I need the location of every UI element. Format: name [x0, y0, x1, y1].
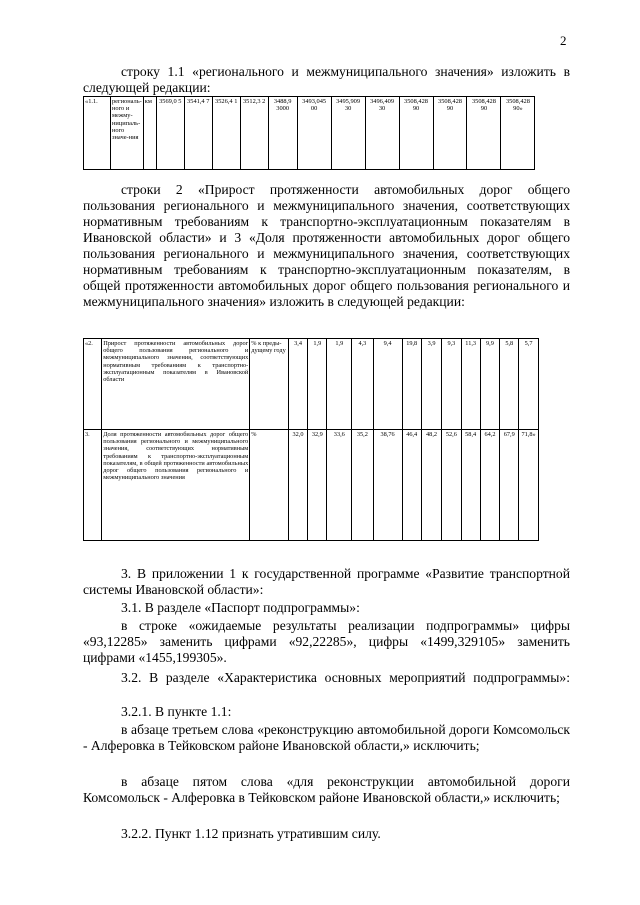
- paragraph-appendix-1: 3. В приложении 1 к государственной программе «Развитие транспортной системы Ивановской области»:: [83, 566, 570, 597]
- value-cell: 5,7: [519, 339, 538, 430]
- paragraph-abzac-5: в абзаце пятом слова «для реконструкции автомобильной дороги Комсомольск - Алферовка в Тейковском районе Ивановской области,» исключить;: [83, 774, 570, 805]
- value-cell: 19,8: [402, 339, 421, 430]
- value-cell: 67,9: [500, 430, 519, 541]
- value-cell: 3,9: [421, 339, 441, 430]
- value-cell: 3508,428 90: [399, 97, 433, 170]
- row-name: Прирост протяженности автомобильных дорог общего пользования регионального и межмуниципального значения, соответствующих нормативным требованиям к транспортно-эксплуатационным показателям в Ивановской области: [102, 339, 250, 430]
- paragraph-row-1-1-intro: строку 1.1 «регионального и межмуниципального значения» изложить в следующей редакции:: [83, 64, 570, 95]
- value-cell: 3526,4 1: [212, 97, 240, 170]
- value-cell: 1,9: [308, 339, 327, 430]
- value-cell: 48,2: [421, 430, 441, 541]
- value-cell: 3496,409 30: [365, 97, 399, 170]
- value-cell: 3512,3 2: [240, 97, 268, 170]
- paragraph-expected-results: в строке «ожидаемые результаты реализации подпрограммы» цифры «93,12285» заменить цифрами «92,22285», цифры «1499,329105» заменить цифрами «1455,199305».: [83, 618, 570, 665]
- paragraph-abzac-3: в абзаце третьем слова «реконструкцию автомобильной дороги Комсомольск - Алферовка в Тейковском районе Ивановской области,» исключить;: [83, 722, 570, 753]
- value-cell: 9,9: [480, 339, 499, 430]
- row-number: «2.: [84, 339, 102, 430]
- table-row-1-1: [83, 96, 570, 170]
- value-cell: 58,4: [461, 430, 480, 541]
- value-cell: 3569,0 5: [156, 97, 184, 170]
- row-number: «1.1.: [84, 97, 111, 170]
- paragraph-section-3-1: 3.1. В разделе «Паспорт подпрограммы»:: [121, 600, 360, 615]
- value-cell: 11,3: [461, 339, 480, 430]
- value-cell: 3495,909 30: [331, 97, 365, 170]
- value-cell: 35,2: [352, 430, 373, 541]
- paragraph-section-3-2: 3.2. В разделе «Характеристика основных мероприятий подпрограммы»:: [121, 670, 570, 685]
- row-unit: км: [143, 97, 156, 170]
- value-cell: 9,4: [373, 339, 402, 430]
- table-row: [84, 430, 570, 541]
- value-cell: 3,4: [288, 339, 307, 430]
- value-cell: 4,3: [352, 339, 373, 430]
- row-name: региональ-ного и межму-ниципаль-ного значе-ния: [110, 97, 143, 170]
- value-cell: 38,76: [373, 430, 402, 541]
- value-cell: 52,6: [442, 430, 461, 541]
- value-cell: 3493,045 00: [297, 97, 331, 170]
- value-cell: 5,8: [500, 339, 519, 430]
- value-cell: 64,2: [480, 430, 499, 541]
- value-cell: 3508,428 90: [433, 97, 467, 170]
- value-cell: 1,9: [327, 339, 352, 430]
- table-rows-2-3: [83, 338, 570, 541]
- value-cell: 3488,9 3000: [268, 97, 297, 170]
- row-number: 3.: [84, 430, 102, 541]
- value-cell: 3541,4 7: [184, 97, 212, 170]
- paragraph-rows-2-3-intro: строки 2 «Прирост протяженности автомобильных дорог общего пользования регионального и межмуниципального значения, соответствующих нормативным требованиям к транспортно-эксплуатационным показателям в Ивановской области» и 3 «Доля протяженности автомобильных дорог общего пользования регионального и межмуниципального значения, соответствующих нормативным требованиям к транспортно-эксплуатационным показателям, в общей протяженности автомобильных дорог общего пользования регионального и межмуниципального значения» изложить в следующей редакции:: [83, 182, 570, 309]
- value-cell: 71,8»: [519, 430, 538, 541]
- value-cell: 33,6: [327, 430, 352, 541]
- paragraph-section-3-2-2: 3.2.2. Пункт 1.12 признать утратившим силу.: [121, 826, 381, 841]
- value-cell: 32,9: [308, 430, 327, 541]
- value-cell: 46,4: [402, 430, 421, 541]
- row-unit: %: [250, 430, 289, 541]
- paragraph-section-3-2-1: 3.2.1. В пункте 1.1:: [121, 704, 232, 719]
- row-name: Доля протяженности автомобильных дорог общего пользования регионального и межмуниципального значения, соответствующих нормативным требованиям к транспортно-эксплуатационным показателям, в общей протяженности автомобильных дорог общего пользования регионального и межмуниципального значения: [102, 430, 250, 541]
- value-cell: 9,3: [442, 339, 461, 430]
- row-unit: % к преды-дущему году: [250, 339, 289, 430]
- value-cell: 3508,428 90: [467, 97, 501, 170]
- table-row: [84, 97, 571, 170]
- value-cell: 3508,428 90»: [501, 97, 535, 170]
- value-cell: 32,0: [288, 430, 307, 541]
- table-row: [84, 339, 570, 430]
- page-number: 2: [560, 33, 567, 48]
